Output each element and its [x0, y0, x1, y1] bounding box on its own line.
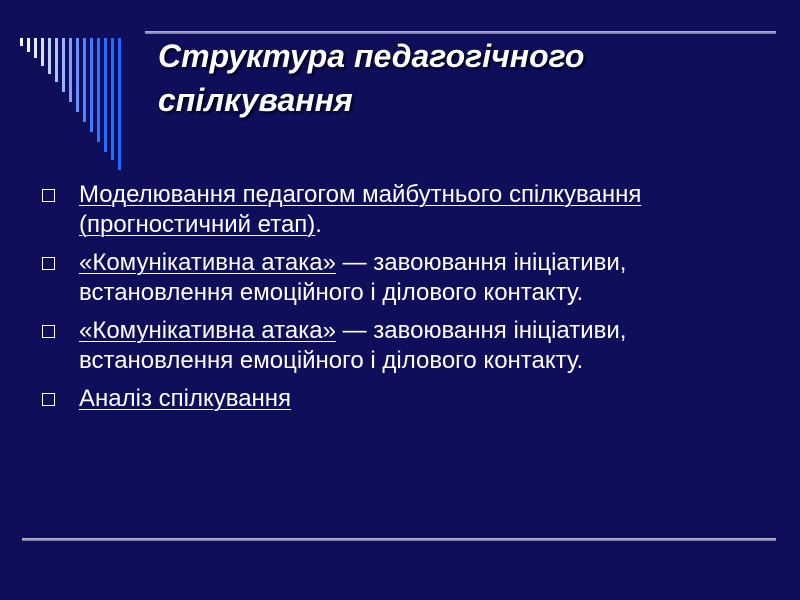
- bullet-link[interactable]: Моделювання педагогом майбутнього спілкування (прогностичний етап): [79, 181, 642, 238]
- bullet-item: [40, 384, 780, 414]
- bullet-item: [40, 316, 780, 376]
- title-line-1: Структура педагогічного: [158, 38, 585, 74]
- hollow-square-icon: [42, 257, 55, 270]
- hollow-square-icon: [42, 189, 55, 202]
- bullet-text: [79, 180, 780, 240]
- bullet-link[interactable]: «Комунікативна атака»: [79, 317, 336, 344]
- bullet-rest: .: [315, 211, 322, 238]
- slide-title: [158, 34, 758, 122]
- bullet-text: [79, 316, 780, 376]
- bullet-item: [40, 180, 780, 240]
- bullet-item: [40, 248, 780, 308]
- bullet-link[interactable]: «Комунікативна атака»: [79, 249, 336, 276]
- bullet-text: [79, 248, 780, 308]
- decorative-lines-icon: [20, 38, 132, 170]
- bullet-list: [40, 180, 780, 422]
- bullet-rest: — завоювання ініціативи, встановлення емоційного і ділового контакту.: [79, 317, 627, 374]
- hollow-square-icon: [42, 393, 55, 406]
- title-line-2: спілкування: [158, 82, 353, 118]
- bullet-link[interactable]: Аналіз спілкування: [79, 385, 292, 412]
- bullet-rest: — завоювання ініціативи, встановлення емоційного і ділового контакту.: [79, 249, 627, 306]
- hollow-square-icon: [42, 325, 55, 338]
- bullet-text: [79, 384, 780, 414]
- bottom-divider: [22, 538, 776, 541]
